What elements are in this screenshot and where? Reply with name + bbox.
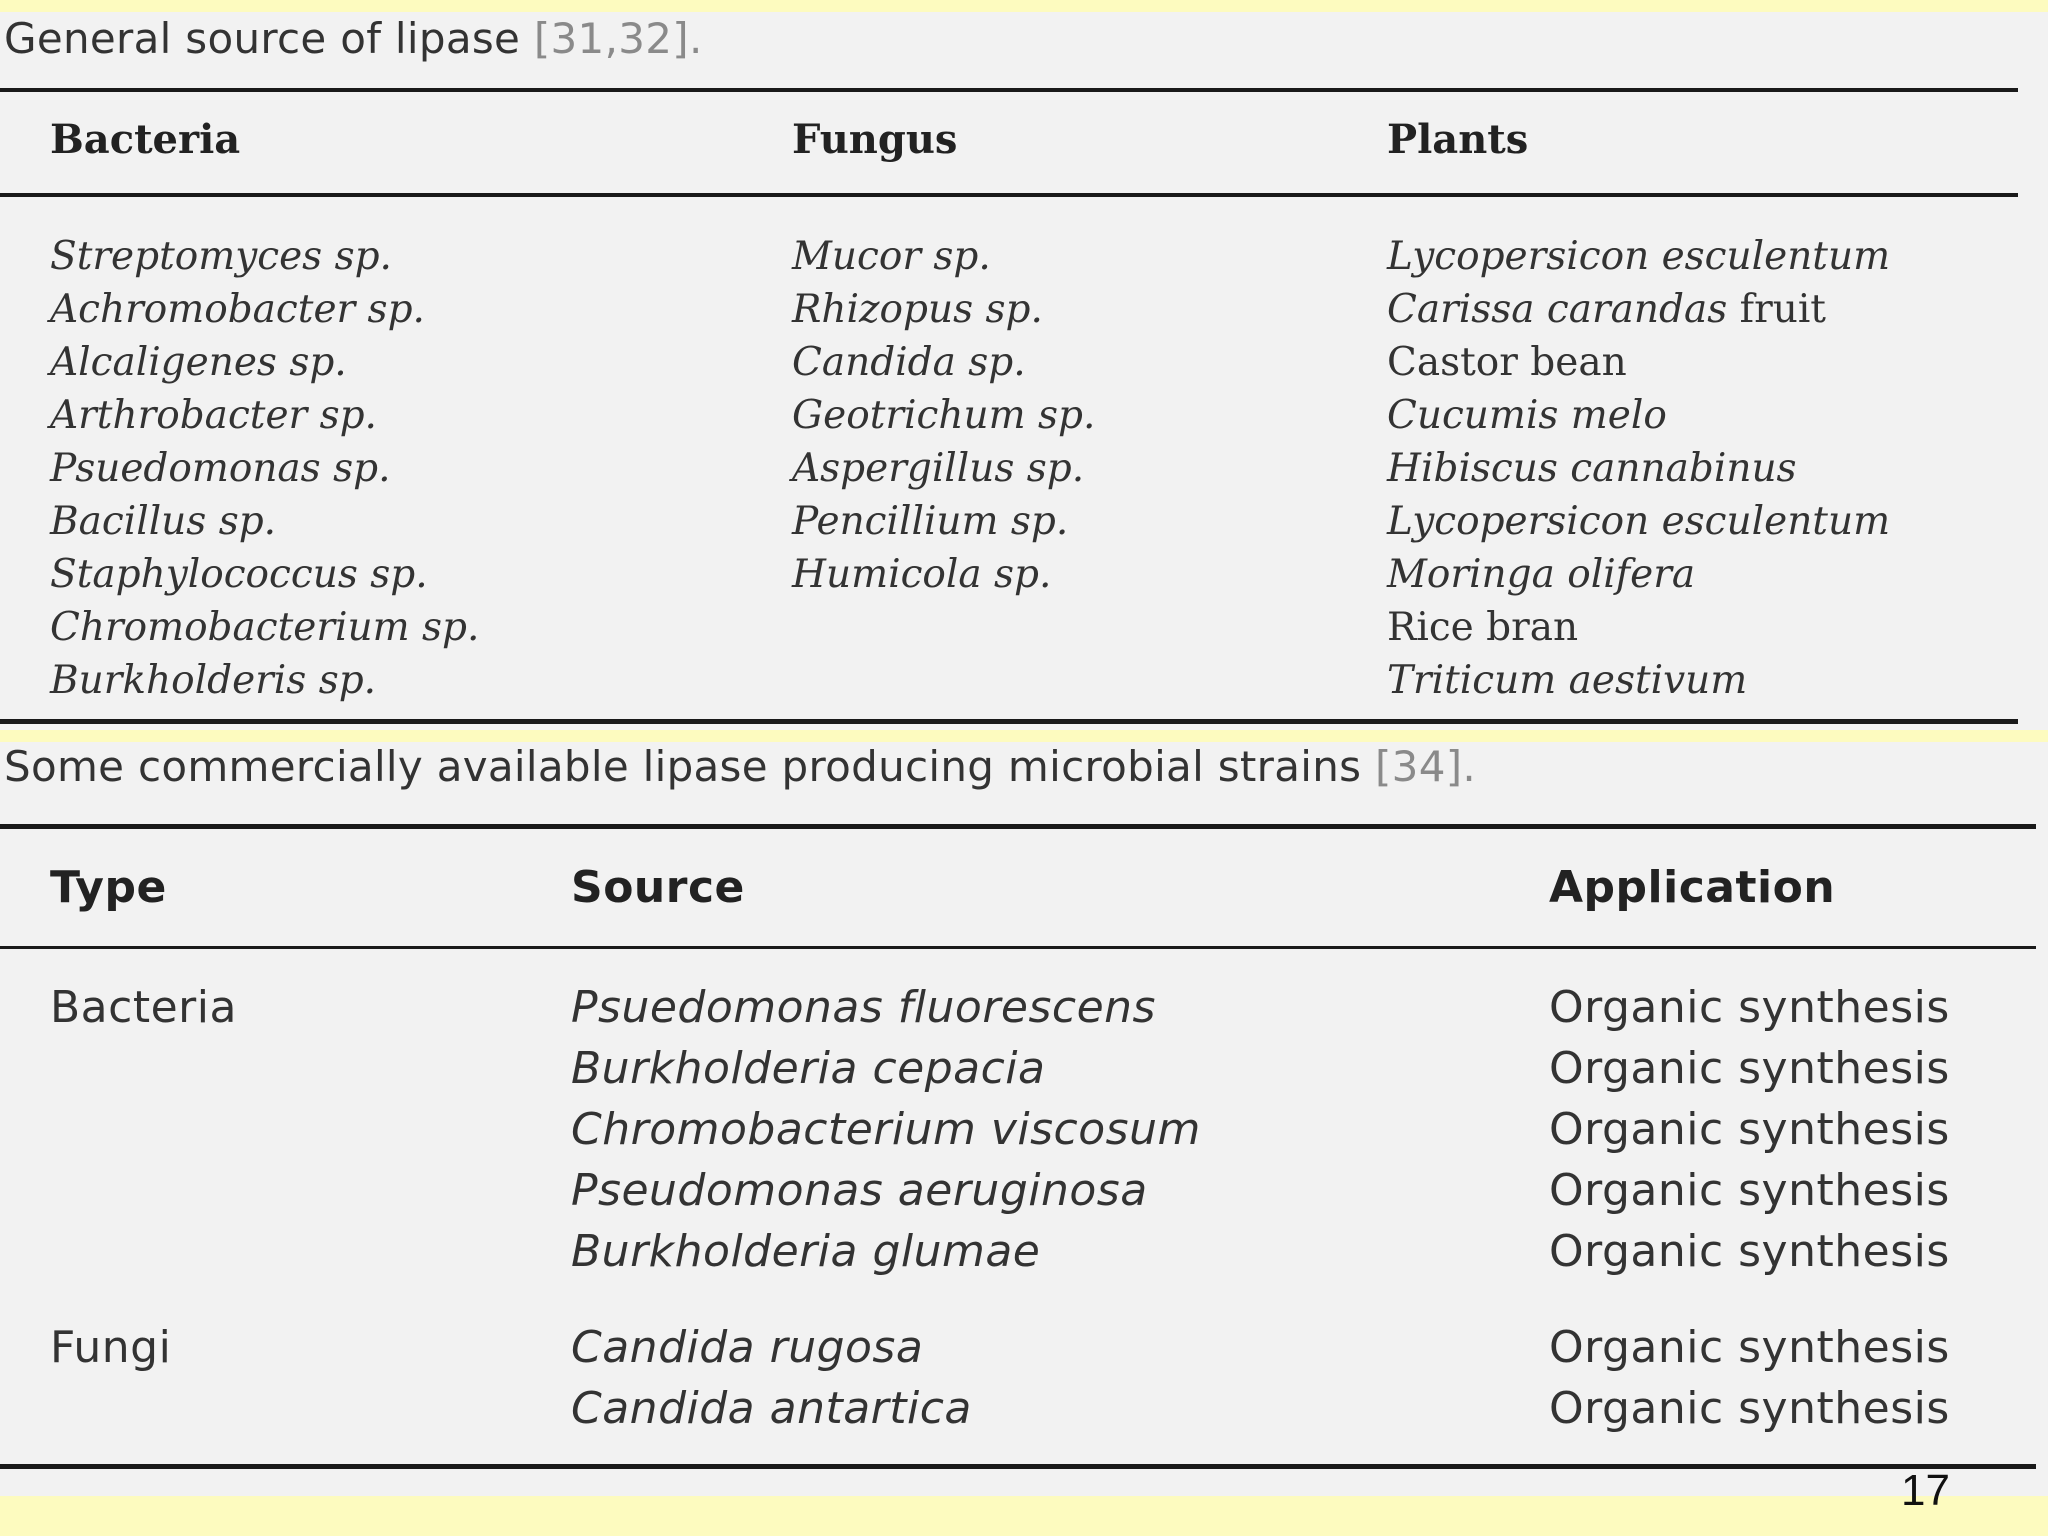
lipase-source-table	[0, 12, 2048, 730]
source-cell: Chromobacterium viscosum	[571, 1104, 1201, 1155]
table2-caption-text: Some commercially available lipase producing microbial strains	[4, 742, 1362, 791]
table2-top-rule	[0, 824, 2036, 829]
type-cell: Bacteria	[50, 982, 237, 1033]
plant-cell	[1387, 605, 1578, 650]
bacteria-cell: Psuedomonas sp.	[50, 446, 391, 491]
table2-bottom-rule	[0, 1464, 2036, 1469]
table1-header-rule	[0, 193, 2018, 197]
plant-cell	[1387, 287, 1826, 332]
plant-name: Rice bran	[1387, 605, 1579, 650]
application-cell: Organic synthesis	[1549, 1226, 1950, 1277]
plant-name: Lycopersicon esculentum	[1387, 499, 1891, 544]
bacteria-cell: Streptomyces sp.	[50, 234, 392, 279]
fungus-cell: Geotrichum sp.	[792, 393, 1096, 438]
bacteria-cell: Achromobacter sp.	[50, 287, 425, 332]
plant-name: Moringa olifera	[1387, 552, 1696, 597]
plant-name: Triticum aestivum	[1387, 658, 1748, 703]
plant-cell	[1387, 658, 1747, 703]
source-cell: Candida antartica	[571, 1383, 972, 1434]
application-cell: Organic synthesis	[1549, 1104, 1950, 1155]
plant-cell	[1387, 340, 1627, 385]
table2-header-application: Application	[1549, 862, 1836, 913]
source-cell: Burkholderia glumae	[571, 1226, 1041, 1277]
table1-caption	[4, 14, 703, 63]
fungus-cell: Rhizopus sp.	[792, 287, 1043, 332]
application-cell: Organic synthesis	[1549, 1165, 1950, 1216]
plant-name: Castor bean	[1387, 340, 1627, 385]
plant-cell	[1387, 552, 1695, 597]
application-cell: Organic synthesis	[1549, 1383, 1950, 1434]
table1-header-plants: Plants	[1387, 116, 1529, 163]
table1-header-bacteria: Bacteria	[50, 116, 241, 163]
fungus-cell: Candida sp.	[792, 340, 1026, 385]
source-cell: Pseudomonas aeruginosa	[571, 1165, 1148, 1216]
bacteria-cell: Chromobacterium sp.	[50, 605, 480, 650]
plant-name: Cucumis melo	[1387, 393, 1667, 438]
plant-cell	[1387, 499, 1890, 544]
fungus-cell: Mucor sp.	[792, 234, 991, 279]
fungus-cell: Pencillium sp.	[792, 499, 1069, 544]
bacteria-cell: Bacillus sp.	[50, 499, 277, 544]
table1-header-fungus: Fungus	[792, 116, 958, 163]
table2-header-rule	[0, 946, 2036, 949]
fungus-cell: Aspergillus sp.	[792, 446, 1085, 491]
fungus-cell: Humicola sp.	[792, 552, 1052, 597]
commercial-lipase-table	[0, 742, 2048, 1496]
plant-name: Hibiscus cannabinus	[1387, 446, 1797, 491]
plant-cell	[1387, 234, 1890, 279]
bacteria-cell: Burkholderis sp.	[50, 658, 377, 703]
table1-bottom-rule	[0, 719, 2018, 724]
plant-part: fruit	[1727, 287, 1826, 332]
table2-caption	[4, 742, 1476, 791]
bacteria-cell: Alcaligenes sp.	[50, 340, 347, 385]
table1-caption-text: General source of lipase	[4, 14, 521, 63]
plant-cell	[1387, 446, 1797, 491]
application-cell: Organic synthesis	[1549, 1043, 1950, 1094]
source-cell: Candida rugosa	[571, 1322, 924, 1373]
plant-cell	[1387, 393, 1667, 438]
table1-caption-reference: [31,32].	[533, 14, 703, 63]
table2-header-type: Type	[50, 862, 167, 913]
type-cell: Fungi	[50, 1322, 172, 1373]
source-cell: Psuedomonas fluorescens	[571, 982, 1156, 1033]
application-cell: Organic synthesis	[1549, 1322, 1950, 1373]
source-cell: Burkholderia cepacia	[571, 1043, 1046, 1094]
plant-name: Lycopersicon esculentum	[1387, 234, 1891, 279]
table2-header-source: Source	[571, 862, 745, 913]
bacteria-cell: Arthrobacter sp.	[50, 393, 377, 438]
plant-name: Carissa carandas	[1387, 287, 1728, 332]
application-cell: Organic synthesis	[1549, 982, 1950, 1033]
page-number: 17	[1901, 1466, 1950, 1515]
table2-caption-reference: [34].	[1375, 742, 1477, 791]
table1-top-rule	[0, 88, 2018, 92]
bacteria-cell: Staphylococcus sp.	[50, 552, 428, 597]
